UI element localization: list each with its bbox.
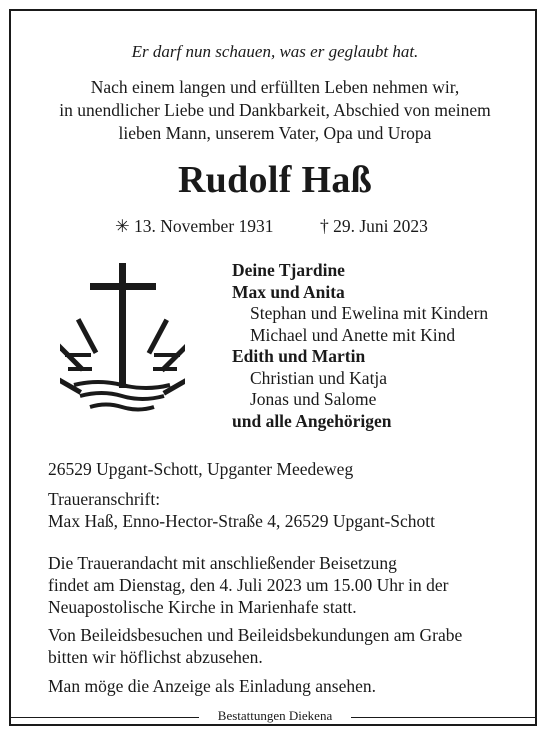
- mourning-address-label: Traueranschrift:: [48, 489, 161, 509]
- service-line: Die Trauerandacht mit anschließender Beisetzung: [48, 553, 397, 573]
- divider: [9, 717, 199, 718]
- mourning-address: Max Haß, Enno-Hector-Straße 4, 26529 Upgant-Schott: [48, 511, 435, 531]
- condolence-note: [48, 624, 462, 668]
- divider: [351, 717, 537, 718]
- intro-line: in unendlicher Liebe und Dankbarkeit, Abschied von meinem: [59, 100, 491, 120]
- family-member: Michael und Anette mit Kind: [250, 324, 456, 345]
- family-member: Deine Tjardine: [232, 260, 345, 280]
- intro-line: lieben Mann, unserem Vater, Opa und Uropa: [118, 123, 432, 143]
- condolence-line: Von Beileidsbesuchen und Beileidsbekundungen am Grabe: [48, 625, 463, 645]
- intro-text: [0, 76, 550, 145]
- deceased-name: Rudolf Haß: [177, 159, 373, 201]
- birth-date: ✳ 13. November 1931: [115, 216, 274, 236]
- condolence-line: bitten wir höflichst abzusehen.: [48, 647, 263, 667]
- family-list: [232, 260, 488, 432]
- invitation-note: Man möge die Anzeige als Einladung ansehen.: [48, 676, 377, 696]
- service-announcement: [48, 552, 449, 618]
- death-date: † 29. Juni 2023: [320, 216, 428, 236]
- family-member: Stephan und Ewelina mit Kindern: [250, 303, 489, 323]
- service-line: Neuapostolische Kirche in Marienhafe statt.: [48, 597, 357, 617]
- family-member: Max und Anita: [232, 281, 345, 302]
- service-line: findet am Dienstag, den 4. Juli 2023 um 15.00 Uhr in der: [48, 575, 449, 595]
- family-member: Christian und Katja: [250, 367, 388, 388]
- undertaker-credit: Bestattungen Diekena: [199, 708, 351, 724]
- cross-emblem-icon: [60, 255, 185, 415]
- residence-address: 26529 Upgant-Schott, Upganter Meedeweg: [48, 459, 354, 479]
- family-member: Jonas und Salome: [250, 389, 377, 409]
- mourning-address-block: [48, 488, 435, 532]
- family-member: Edith und Martin: [232, 346, 366, 366]
- family-member: und alle Angehörigen: [232, 410, 392, 431]
- bible-motto: Er darf nun schauen, was er geglaubt hat.: [131, 42, 419, 61]
- intro-line: Nach einem langen und erfüllten Leben nehmen wir,: [90, 77, 460, 97]
